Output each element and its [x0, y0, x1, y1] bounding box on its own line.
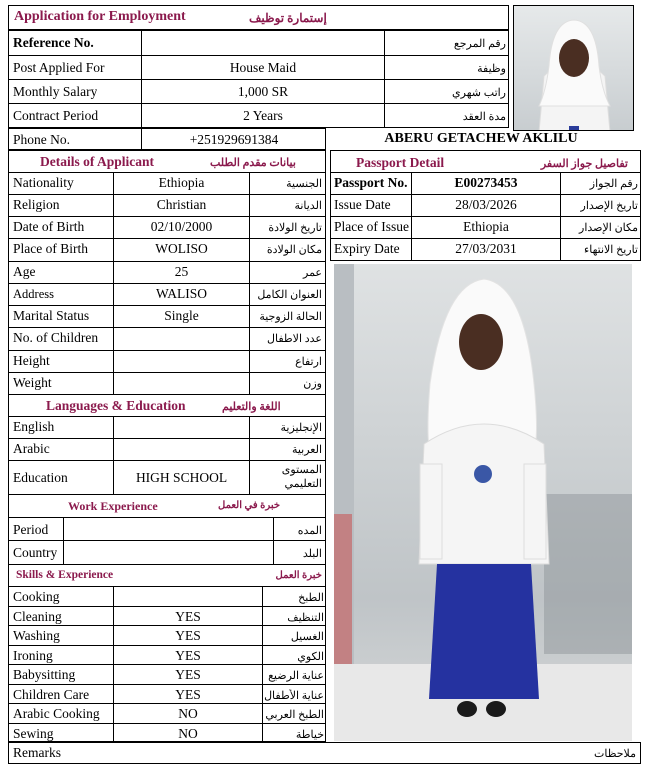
contract-label-ar: مدة العقد	[462, 111, 506, 123]
details-heading: Details of Applicant	[40, 154, 155, 169]
weight-label: Weight	[13, 375, 52, 390]
reference-label: Reference No.	[13, 35, 94, 50]
phone-label: Phone No.	[13, 132, 70, 147]
portrait-photo-icon	[514, 6, 634, 131]
skill-cooking-label-ar: الطبخ	[298, 592, 324, 604]
salary-value: 1,000 SR	[237, 84, 289, 99]
place-issue-value: Ethiopia	[463, 219, 509, 234]
weight-label-ar: وزن	[303, 378, 322, 390]
skill-cleaning-value: YES	[175, 609, 201, 624]
expiry-date-label: Expiry Date	[334, 241, 400, 256]
applicant-name: ABERU GETACHEW AKLILU	[384, 131, 578, 146]
languages-heading-ar: اللغة والتعليم	[222, 401, 281, 413]
work-heading: Work Experience	[68, 499, 158, 513]
contract-value: 2 Years	[243, 108, 283, 123]
nationality-label-ar: الجنسية	[286, 178, 322, 190]
skill-sewing-label-ar: خياطة	[295, 729, 324, 741]
passport-no-label-ar: رقم الجواز	[589, 178, 638, 190]
skill-sewing-value: NO	[178, 726, 198, 741]
post-label-ar: وظيفة	[477, 63, 506, 75]
salary-label: Monthly Salary	[13, 84, 98, 99]
children-label-ar: عدد الاطفال	[267, 333, 322, 345]
post-label: Post Applied For	[13, 60, 105, 75]
height-label: Height	[13, 353, 50, 368]
english-label-ar: الإنجليزية	[280, 422, 322, 434]
contract-label: Contract Period	[13, 108, 99, 123]
religion-label: Religion	[13, 197, 60, 212]
nationality-label: Nationality	[13, 175, 74, 190]
post-value: House Maid	[229, 60, 297, 75]
issue-date-label: Issue Date	[334, 197, 391, 212]
full-body-photo	[334, 264, 632, 741]
dob-value: 02/10/2000	[150, 219, 213, 234]
skills-heading-ar: خبرة العمل	[275, 570, 322, 581]
country-label-ar: البلد	[302, 548, 322, 560]
skill-cleaning-label-ar: التنظيف	[287, 612, 324, 624]
address-label: Address	[13, 287, 54, 301]
arabic-label-ar: العربية	[291, 444, 322, 456]
place-issue-label: Place of Issue	[334, 219, 409, 234]
country-label: Country	[13, 545, 58, 560]
form-title: Application for Employment	[14, 9, 186, 24]
passport-no-label: Passport No.	[334, 175, 408, 190]
skill-childcare-label-ar: عناية الأطفال	[264, 690, 324, 702]
passport-heading: Passport Detail	[356, 155, 445, 170]
full-body-photo-icon	[334, 264, 632, 741]
skill-childcare-value: YES	[175, 687, 201, 702]
phone-value: +251929691384	[189, 132, 279, 147]
education-value: HIGH SCHOOL	[135, 470, 228, 485]
reference-label-ar: رقم المرجع	[453, 38, 506, 50]
skill-cooking-label: Cooking	[13, 589, 60, 604]
education-label: Education	[13, 470, 68, 485]
education-label-ar-line2: التعليمي	[284, 478, 322, 490]
children-label: No. of Children	[13, 330, 99, 345]
address-label-ar: العنوان الكامل	[257, 289, 322, 301]
skill-sewing-label: Sewing	[13, 726, 54, 741]
skill-washing-label: Washing	[13, 628, 60, 643]
skill-ironing-value: YES	[175, 648, 201, 663]
marital-value: Single	[164, 308, 199, 323]
dob-label: Date of Birth	[13, 219, 85, 234]
details-heading-ar: بيانات مقدم الطلب	[210, 157, 296, 169]
form-header	[8, 5, 509, 30]
issue-date-label-ar: تاريخ الإصدار	[580, 200, 638, 212]
religion-value: Christian	[156, 197, 207, 212]
expiry-date-label-ar: تاريخ الانتهاء	[584, 244, 638, 256]
skill-babysitting-label: Babysitting	[13, 667, 76, 682]
period-label: Period	[13, 522, 49, 537]
remarks-label: Remarks	[13, 745, 61, 760]
skill-babysitting-label-ar: عناية الرضيع	[268, 670, 324, 682]
passport-heading-ar: تفاصيل جواز السفر	[540, 158, 628, 170]
place-issue-label-ar: مكان الإصدار	[579, 222, 638, 234]
passport-no-value: E00273453	[454, 175, 518, 190]
skill-arabic-cooking-label: Arabic Cooking	[13, 706, 100, 721]
marital-label-ar: الحالة الزوجية	[259, 311, 322, 323]
nationality-value: Ethiopia	[158, 175, 205, 190]
english-label: English	[13, 419, 55, 434]
age-value: 25	[174, 264, 189, 279]
skill-babysitting-value: YES	[175, 667, 201, 682]
languages-heading: Languages & Education	[46, 398, 186, 413]
education-label-ar-line1: المستوى	[281, 464, 322, 476]
age-label: Age	[13, 264, 36, 279]
skill-washing-label-ar: الغسيل	[290, 631, 324, 643]
work-heading-ar: خبرة في العمل	[218, 500, 281, 511]
portrait-photo	[513, 5, 634, 131]
skill-ironing-label-ar: الكوي	[297, 651, 324, 663]
form-title-arabic: إستمارة توظيف	[249, 11, 327, 25]
skill-childcare-label: Children Care	[13, 687, 90, 702]
address-value: WALISO	[156, 286, 207, 301]
religion-label-ar: الديانة	[294, 200, 322, 212]
remarks-row	[8, 742, 641, 764]
expiry-date-value: 27/03/2031	[455, 241, 517, 256]
dob-label-ar: تاريخ الولادة	[268, 222, 322, 234]
pob-label-ar: مكان الولادة	[266, 244, 322, 256]
skill-arabic-cooking-label-ar: الطبخ العربي	[265, 709, 324, 721]
height-label-ar: ارتفاع	[295, 356, 322, 368]
skill-washing-value: YES	[175, 628, 201, 643]
skill-arabic-cooking-value: NO	[178, 706, 198, 721]
pob-label: Place of Birth	[13, 241, 88, 256]
pob-value: WOLISO	[155, 241, 208, 256]
skill-ironing-label: Ironing	[13, 648, 53, 663]
marital-label: Marital Status	[13, 308, 90, 323]
skill-cleaning-label: Cleaning	[13, 609, 62, 624]
remarks-label-ar: ملاحظات	[594, 748, 636, 760]
issue-date-value: 28/03/2026	[455, 197, 517, 212]
salary-label-ar: راتب شهري	[452, 87, 506, 99]
age-label-ar: عمر	[303, 267, 322, 279]
arabic-label: Arabic	[13, 441, 50, 456]
period-label-ar: المده	[297, 525, 322, 537]
skills-heading: Skills & Experience	[16, 569, 114, 581]
